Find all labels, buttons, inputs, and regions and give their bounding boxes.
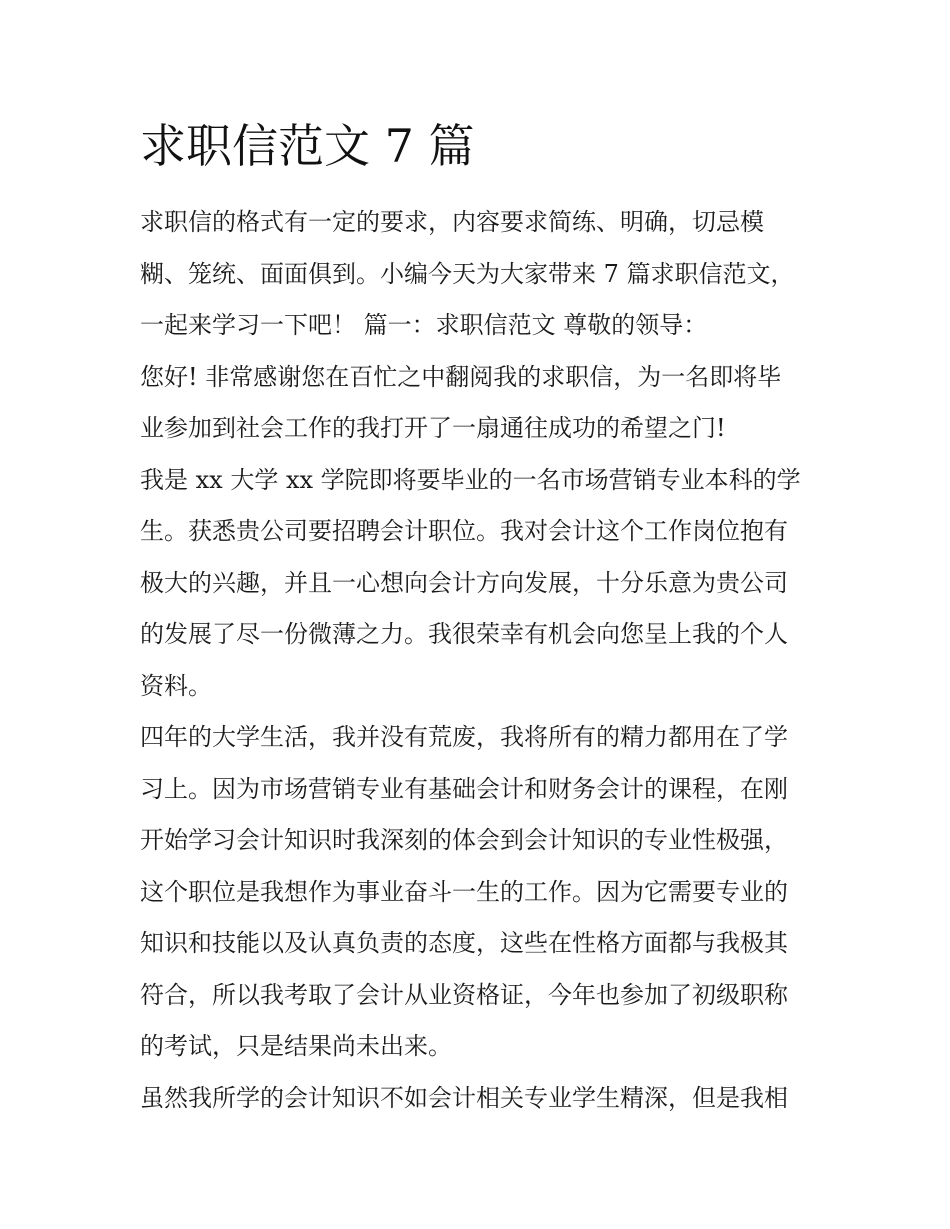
text-line: 符合，所以我考取了会计从业资格证，今年也参加了初级职称	[140, 980, 788, 1009]
text-line: 开始学习会计知识时我深刻的体会到会计知识的专业性极强，	[140, 826, 788, 854]
text-line: 一起来学习一下吧！ 篇一：求职信范文 尊敬的领导：	[140, 311, 708, 339]
text-line: 业参加到社会工作的我打开了一扇通往成功的希望之门!	[140, 414, 726, 442]
document-body	[140, 197, 820, 1124]
text-line: 这个职位是我想作为事业奋斗一生的工作。因为它需要专业的	[140, 877, 788, 906]
text-line: 的考试，只是结果尚未出来。	[140, 1032, 452, 1060]
text-line: 我是 xx 大学 xx 学院即将要毕业的一名市场营销专业本科的学	[140, 465, 801, 494]
text-line: 习上。因为市场营销专业有基础会计和财务会计的课程，在刚	[140, 774, 788, 803]
text-line: 四年的大学生活，我并没有荒废，我将所有的精力都用在了学	[140, 723, 788, 751]
text-line: 求职信的格式有一定的要求，内容要求简练、明确，切忌模	[140, 208, 764, 236]
text-line: 资料。	[140, 671, 212, 700]
text-line: 的发展了尽一份微薄之力。我很荣幸有机会向您呈上我的个人	[140, 620, 788, 648]
document-title: 求职信范文 7 篇	[140, 119, 475, 173]
text-line: 生。获悉贵公司要招聘会计职位。我对会计这个工作岗位抱有	[140, 517, 788, 545]
text-line: 虽然我所学的会计知识不如会计相关专业学生精深，但是我相	[140, 1083, 788, 1112]
text-line: 糊、笼统、面面俱到。小编今天为大家带来 7 篇求职信范文，	[140, 259, 795, 288]
text-line: 知识和技能以及认真负责的态度，这些在性格方面都与我极其	[140, 929, 788, 957]
text-line: 您好! 非常感谢您在百忙之中翻阅我的求职信，为一名即将毕	[140, 362, 782, 391]
text-line: 极大的兴趣，并且一心想向会计方向发展，十分乐意为贵公司	[140, 568, 788, 597]
